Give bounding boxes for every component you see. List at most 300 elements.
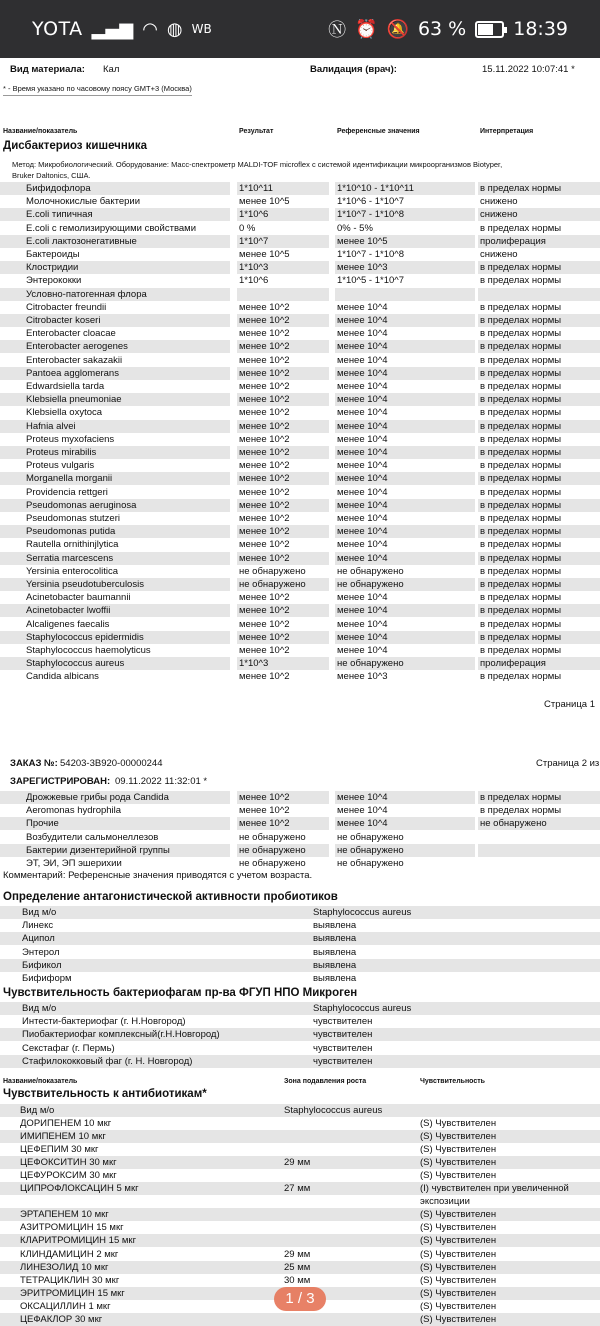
table-row [0,1208,600,1221]
table-cell: Proteus mirabilis [26,447,97,458]
table-cell: (S) Чувствителен [420,1300,497,1312]
table-cell: менее 10^4 [337,792,388,803]
table-row [0,618,600,631]
table-row [0,195,600,208]
table-cell: менее 10^2 [239,805,290,817]
table-cell: менее 10^2 [239,433,290,445]
table-cell: не обнаружено [239,565,306,577]
comment-text: Комментарий: Референсные значения приводятся с учетом возраста. [3,870,313,881]
table-cell: чувствителен [313,1042,373,1054]
table-cell: в пределах нормы [480,433,562,445]
abx-title: Чувствительность к антибиотикам* [3,1088,207,1100]
table-cell: Бифиформ [22,973,72,984]
table-cell: Дрожжевые грибы рода Candida [26,792,169,803]
table-row [0,340,600,353]
globe-icon: ◍ [166,18,183,40]
table-cell: Стафилококковый фаг (г. Н. Новгород) [22,1055,193,1067]
document-view[interactable] [0,58,600,1326]
table-cell: менее 10^4 [337,460,388,472]
table-cell: Pseudomonas aeruginosa [26,499,137,511]
table-cell: менее 10^2 [239,341,290,353]
row-shade [0,1002,600,1015]
table-cell: менее 10^2 [239,552,290,564]
table-row [0,420,600,433]
table-cell: (S) Чувствителен [420,1144,497,1156]
table-cell: чувствителен [313,1016,373,1028]
wifi-icon: ◠ [142,18,158,40]
table-cell: Интести-бактериофаг (г. Н.Новгород) [22,1016,186,1028]
table-cell: ЦЕФОКСИТИН 30 мкг [20,1157,117,1169]
registered-value: 09.11.2022 11:32:01 * [115,776,208,787]
table-cell: снижено [480,209,518,221]
registered-label: ЗАРЕГИСТРИРОВАН: [10,776,111,787]
table-row [0,1313,600,1326]
table-cell: 1*10^3 [239,658,269,670]
table-cell: чувствителен [313,1055,373,1067]
table-cell: 29 мм [284,1157,311,1169]
table-row [0,261,600,274]
table-cell: 1*10^7 - 1*10^8 [337,249,405,260]
table-cell: в пределах нормы [480,315,562,326]
table-cell: (S) Чувствителен [420,1222,497,1234]
dysbacteriosis-title: Дисбактериоз кишечника [3,140,148,152]
col-interp: Интерпретация [480,128,534,135]
table-cell: Энтерококки [26,275,82,287]
table-cell: в пределах нормы [480,539,562,551]
registered-row [0,775,600,788]
table-cell: экспозиции [420,1196,470,1208]
mute-icon: 🔕 [386,18,409,40]
page1-number: Страница 1 [544,699,595,710]
table-cell: не обнаружено [239,831,306,843]
table-cell: не обнаружено [239,844,306,856]
table-cell: Edwardsiella tarda [26,381,105,392]
table-cell: Enterobacter aerogenes [26,341,128,353]
table-row [0,791,600,804]
order-value: 54203-3B920-00000244 [60,758,163,769]
table-cell: Энтерол [22,946,60,958]
table-cell: Staphylococcus haemolyticus [26,645,151,656]
table-row [0,274,600,287]
table-cell: Serratia marcescens [26,552,114,564]
table-cell: Yersinia pseudotuberculosis [26,579,144,590]
table-cell: ЦЕФУРОКСИМ 30 мкг [20,1170,117,1182]
table-row [0,182,600,195]
table-cell: 27 мм [284,1183,311,1195]
table-header [0,125,600,138]
table-cell: в пределах нормы [480,631,562,643]
table-row [0,1055,600,1068]
table-cell: менее 10^4 [337,513,388,524]
row-shade [0,932,600,945]
table-cell: менее 10^4 [337,552,388,564]
page1-footer [0,698,600,711]
table-row [0,393,600,406]
table-cell: менее 10^4 [337,367,388,379]
table-row [0,301,600,314]
row-shade [0,959,600,972]
table-row [0,288,600,301]
table-cell: менее 10^2 [239,539,290,551]
col-result: Результат [239,128,274,135]
table-cell: выявлена [313,973,357,984]
table-row [0,604,600,617]
table-cell: в пределах нормы [480,592,562,604]
table-cell: (S) Чувствителен [420,1235,497,1247]
table-cell: 1*10^3 [239,262,269,274]
table-row [0,433,600,446]
table-cell: в пределах нормы [480,262,562,274]
table-cell: менее 10^5 [337,235,388,247]
table-cell: чувствителен [313,1029,373,1041]
reference-comment [3,869,600,882]
table-cell: менее 10^4 [337,328,388,340]
table-row [0,1143,600,1156]
table-row [0,831,600,844]
table-cell: Бактероиды [26,249,80,260]
table-cell: выявлена [313,920,357,932]
table-cell: менее 10^3 [337,671,388,683]
table-cell: в пределах нормы [480,552,562,564]
table-cell: ЦИПРОФЛОКСАЦИН 5 мкг [20,1183,139,1195]
table-cell: ЛИНЕЗОЛИД 10 мкг [20,1261,109,1273]
table-cell: Staphylococcus epidermidis [26,631,144,643]
carrier-name: YOTA [32,18,83,40]
table-cell: менее 10^2 [239,407,290,419]
table-cell: (S) Чувствителен [420,1287,497,1299]
table-row [0,538,600,551]
col-ref: Референсные значения [337,128,420,135]
table-cell: (S) Чувствителен [420,1248,497,1260]
table-cell: Бифидофлора [26,183,91,194]
table-cell: 1*10^11 [239,183,273,194]
table-cell: менее 10^4 [337,315,388,326]
validation-value: 15.11.2022 10:07:41 * [482,64,575,75]
method-line-2: Bruker Daltonics, США. [12,171,91,180]
table-cell: не обнаружено [337,831,404,843]
table-cell: не обнаружено [239,579,306,590]
table-cell: Условно-патогенная флора [26,288,147,300]
table-cell: Staphylococcus aureus [313,1003,412,1014]
table-cell: выявлена [313,946,357,958]
table-cell: менее 10^2 [239,473,290,485]
table-cell: не обнаружено [337,579,404,590]
table-cell: менее 10^4 [337,818,388,830]
table-cell: Citrobacter koseri [26,315,101,326]
table-cell: КЛИНДАМИЦИН 2 мкг [20,1248,119,1260]
table-cell: менее 10^4 [337,301,388,313]
table-cell: в пределах нормы [480,407,562,419]
table-cell: АЗИТРОМИЦИН 15 мкг [20,1222,124,1234]
table-row [0,1015,600,1028]
table-cell: Rautella ornithinjlytica [26,539,119,551]
table-row [0,222,600,235]
table-cell: 1*10^6 - 1*10^7 [337,196,405,208]
table-row [0,486,600,499]
validation-label: Валидация (врач): [310,64,397,75]
table-cell: ИМИПЕНЕМ 10 мкг [20,1131,106,1143]
table-cell: 1*10^7 - 1*10^8 [337,209,405,221]
table-cell: Enterobacter sakazakii [26,354,123,366]
table-row [0,578,600,591]
table-row [0,327,600,340]
row-shade [0,906,600,919]
table-row [0,446,600,459]
table-cell: менее 10^5 [239,249,290,260]
table-cell: менее 10^4 [337,381,388,392]
table-cell: менее 10^2 [239,513,290,524]
table-row [0,817,600,830]
table-row [0,932,600,945]
table-row [0,959,600,972]
table-cell: менее 10^2 [239,526,290,538]
table-cell: менее 10^3 [337,262,388,274]
table-cell: снижено [480,249,518,260]
table-row [0,946,600,959]
signal-icon: ▂▄▆ [91,18,134,40]
table-cell: в пределах нормы [480,671,562,683]
table-cell: Proteus vulgaris [26,460,95,472]
table-row [0,1182,600,1195]
table-row [0,1261,600,1274]
table-cell: ДОРИПЕНЕМ 10 мкг [20,1118,112,1129]
table-cell: 30 мм [284,1274,311,1286]
table-row [0,314,600,327]
table-row [0,1234,600,1247]
row-shade [478,288,600,301]
table-cell: менее 10^4 [337,499,388,511]
table-cell: в пределах нормы [480,328,562,340]
table-row [0,591,600,604]
table-row [0,525,600,538]
table-row [0,208,600,221]
table-cell: менее 10^4 [337,631,388,643]
table-row [0,1117,600,1130]
page-indicator[interactable]: 1 / 3 [274,1287,326,1311]
table-cell: пролиферация [480,658,546,670]
table-row [0,235,600,248]
table-cell: менее 10^4 [337,618,388,630]
col-name: Название/показатель [3,128,78,135]
table-cell: Вид м/о [22,907,57,918]
table-cell: 0% - 5% [337,222,373,234]
table-cell: менее 10^2 [239,818,290,830]
table-row [0,354,600,367]
table-cell: менее 10^2 [239,315,290,326]
table-cell: Hafnia alvei [26,420,76,432]
table-cell: Pantoea agglomerans [26,367,119,379]
table-cell: в пределах нормы [480,486,562,498]
table-cell: в пределах нормы [480,473,562,485]
table-cell: Staphylococcus aureus [313,907,412,918]
table-row [0,406,600,419]
table-cell: в пределах нормы [480,499,562,511]
status-bar [0,0,600,58]
table-cell: (S) Чувствителен [420,1170,497,1182]
table-cell: Staphylococcus aureus [26,658,125,670]
abx-species-value: Staphylococcus aureus [284,1105,383,1116]
table-cell: (S) Чувствителен [420,1313,497,1325]
table-cell: Бификол [22,959,62,971]
table-cell: Бактерии дизентерийной группы [26,844,170,856]
phage-title: Чувствительность бактериофагам пр-ва ФГУП НПО Микроген [3,987,358,999]
table-cell: ЭТ, ЭИ, ЭП эшерихии [26,858,122,869]
table-cell: менее 10^4 [337,805,388,817]
table-row [0,1042,600,1055]
battery-percent: 63 % [417,18,467,40]
table-cell: Klebsiella pneumoniae [26,394,122,406]
table-cell: менее 10^2 [239,592,290,604]
abx-species-row [0,1104,600,1117]
table-cell: в пределах нормы [480,394,562,406]
table-row [0,657,600,670]
table-row [0,1221,600,1234]
material-value: Кал [103,64,120,75]
table-cell: менее 10^2 [239,460,290,472]
table-cell: Klebsiella oxytoca [26,407,103,419]
table-row [0,512,600,525]
table-row [0,670,600,683]
table-cell: Молочнокислые бактерии [26,196,140,208]
table-cell: в пределах нормы [480,579,562,590]
table-cell: в пределах нормы [480,513,562,524]
table-cell: Acinetobacter baumannii [26,592,131,604]
table-cell: E.coli типичная [26,209,93,221]
table-row [0,1274,600,1287]
table-cell: КЛАРИТРОМИЦИН 15 мкг [20,1235,137,1247]
table-cell: менее 10^4 [337,341,388,353]
table-cell: (S) Чувствителен [420,1131,497,1143]
table-cell: ЦЕФАКЛОР 30 мкг [20,1313,103,1325]
table-cell: менее 10^4 [337,394,388,406]
row-shade [335,288,475,301]
table-cell: (S) Чувствителен [420,1157,497,1169]
table-row [0,1028,600,1041]
table-cell: менее 10^2 [239,328,290,340]
row-shade [237,288,329,301]
table-cell: менее 10^2 [239,354,290,366]
table-cell: Candida albicans [26,671,99,683]
table-cell: Aeromonas hydrophila [26,805,122,817]
table-cell: менее 10^4 [337,407,388,419]
table-cell: менее 10^2 [239,486,290,498]
table-cell: менее 10^2 [239,381,290,392]
table-cell: Morganella morganii [26,473,113,485]
table-cell: (I) чувствителен при увеличенной [420,1183,569,1195]
table-cell: в пределах нормы [480,526,562,538]
status-left [32,18,212,40]
clock: 18:39 [513,18,568,40]
order-row [0,757,600,770]
table-row [0,1130,600,1143]
table-cell: Alcaligenes faecalis [26,618,110,630]
table-cell: 1*10^7 [239,235,269,247]
table-row [0,919,600,932]
table-cell: снижено [480,196,518,208]
table-cell: менее 10^2 [239,447,290,458]
table-cell: менее 10^4 [337,473,388,485]
table-cell: в пределах нормы [480,460,562,472]
table-cell: Клостридии [26,262,79,274]
abx-header [0,1075,600,1088]
table-cell: не обнаружено [337,565,404,577]
table-cell: менее 10^2 [239,645,290,656]
table-cell: не обнаружено [480,818,547,830]
table-cell: в пределах нормы [480,367,562,379]
table-row [0,499,600,512]
table-cell: менее 10^4 [337,605,388,617]
table-row [0,804,600,817]
table-cell: менее 10^4 [337,486,388,498]
table-cell: менее 10^2 [239,499,290,511]
table-cell: в пределах нормы [480,645,562,656]
table-cell: Acinetobacter lwoffii [26,605,111,617]
alarm-icon: ⏰ [355,18,378,40]
table-cell: Enterobacter cloacae [26,328,116,340]
table-row [0,844,600,857]
table-row [0,631,600,644]
table-cell: менее 10^4 [337,526,388,538]
table-cell: в пределах нормы [480,354,562,366]
table-cell: Yersinia enterocolitica [26,565,119,577]
abx-col-sens: Чувствительность [420,1078,485,1085]
table-cell: в пределах нормы [480,183,562,194]
table-row [0,459,600,472]
table-cell: ЭРТАПЕНЕМ 10 мкг [20,1209,109,1221]
table-cell: Providencia rettgeri [26,486,108,498]
table-cell: в пределах нормы [480,381,562,392]
table-cell: 1*10^5 - 1*10^7 [337,275,405,287]
table-cell: не обнаружено [337,858,404,869]
table-row [0,1195,600,1208]
table-cell: Pseudomonas stutzeri [26,513,120,524]
table-cell: менее 10^4 [337,433,388,445]
table-cell: менее 10^2 [239,605,290,617]
order-label: ЗАКАЗ №: [10,758,58,769]
table-cell: (S) Чувствителен [420,1261,497,1273]
table-row [0,1156,600,1169]
table-cell: (S) Чувствителен [420,1274,497,1286]
table-row [0,565,600,578]
table-cell: не обнаружено [239,858,306,869]
table-cell: в пределах нормы [480,301,562,313]
table-cell: Аципол [22,933,55,945]
table-cell: менее 10^5 [239,196,290,208]
antagonist-title: Определение антагонистической активности пробиотиков [3,891,338,903]
table-row [0,1169,600,1182]
table-cell: выявлена [313,959,357,971]
table-cell: Линекс [22,920,54,932]
table-row [0,906,600,919]
table-cell: менее 10^4 [337,645,388,656]
table-cell: (S) Чувствителен [420,1209,497,1221]
table-cell: Citrobacter freundii [26,301,107,313]
table-row [0,248,600,261]
table-cell: менее 10^2 [239,671,290,683]
table-cell: менее 10^4 [337,539,388,551]
table-cell: ЦЕФЕПИМ 30 мкг [20,1144,99,1156]
table-cell: в пределах нормы [480,420,562,432]
table-cell: ТЕТРАЦИКЛИН 30 мкг [20,1274,120,1286]
table-cell: Proteus myxofaciens [26,433,115,445]
table-cell: менее 10^2 [239,631,290,643]
table-cell: менее 10^4 [337,420,388,432]
table-row [0,472,600,485]
table-cell: ОКСАЦИЛЛИН 1 мкг [20,1300,111,1312]
table-row [0,972,600,985]
table-cell: 1*10^6 [239,209,269,221]
wb-label: WB [191,22,212,36]
